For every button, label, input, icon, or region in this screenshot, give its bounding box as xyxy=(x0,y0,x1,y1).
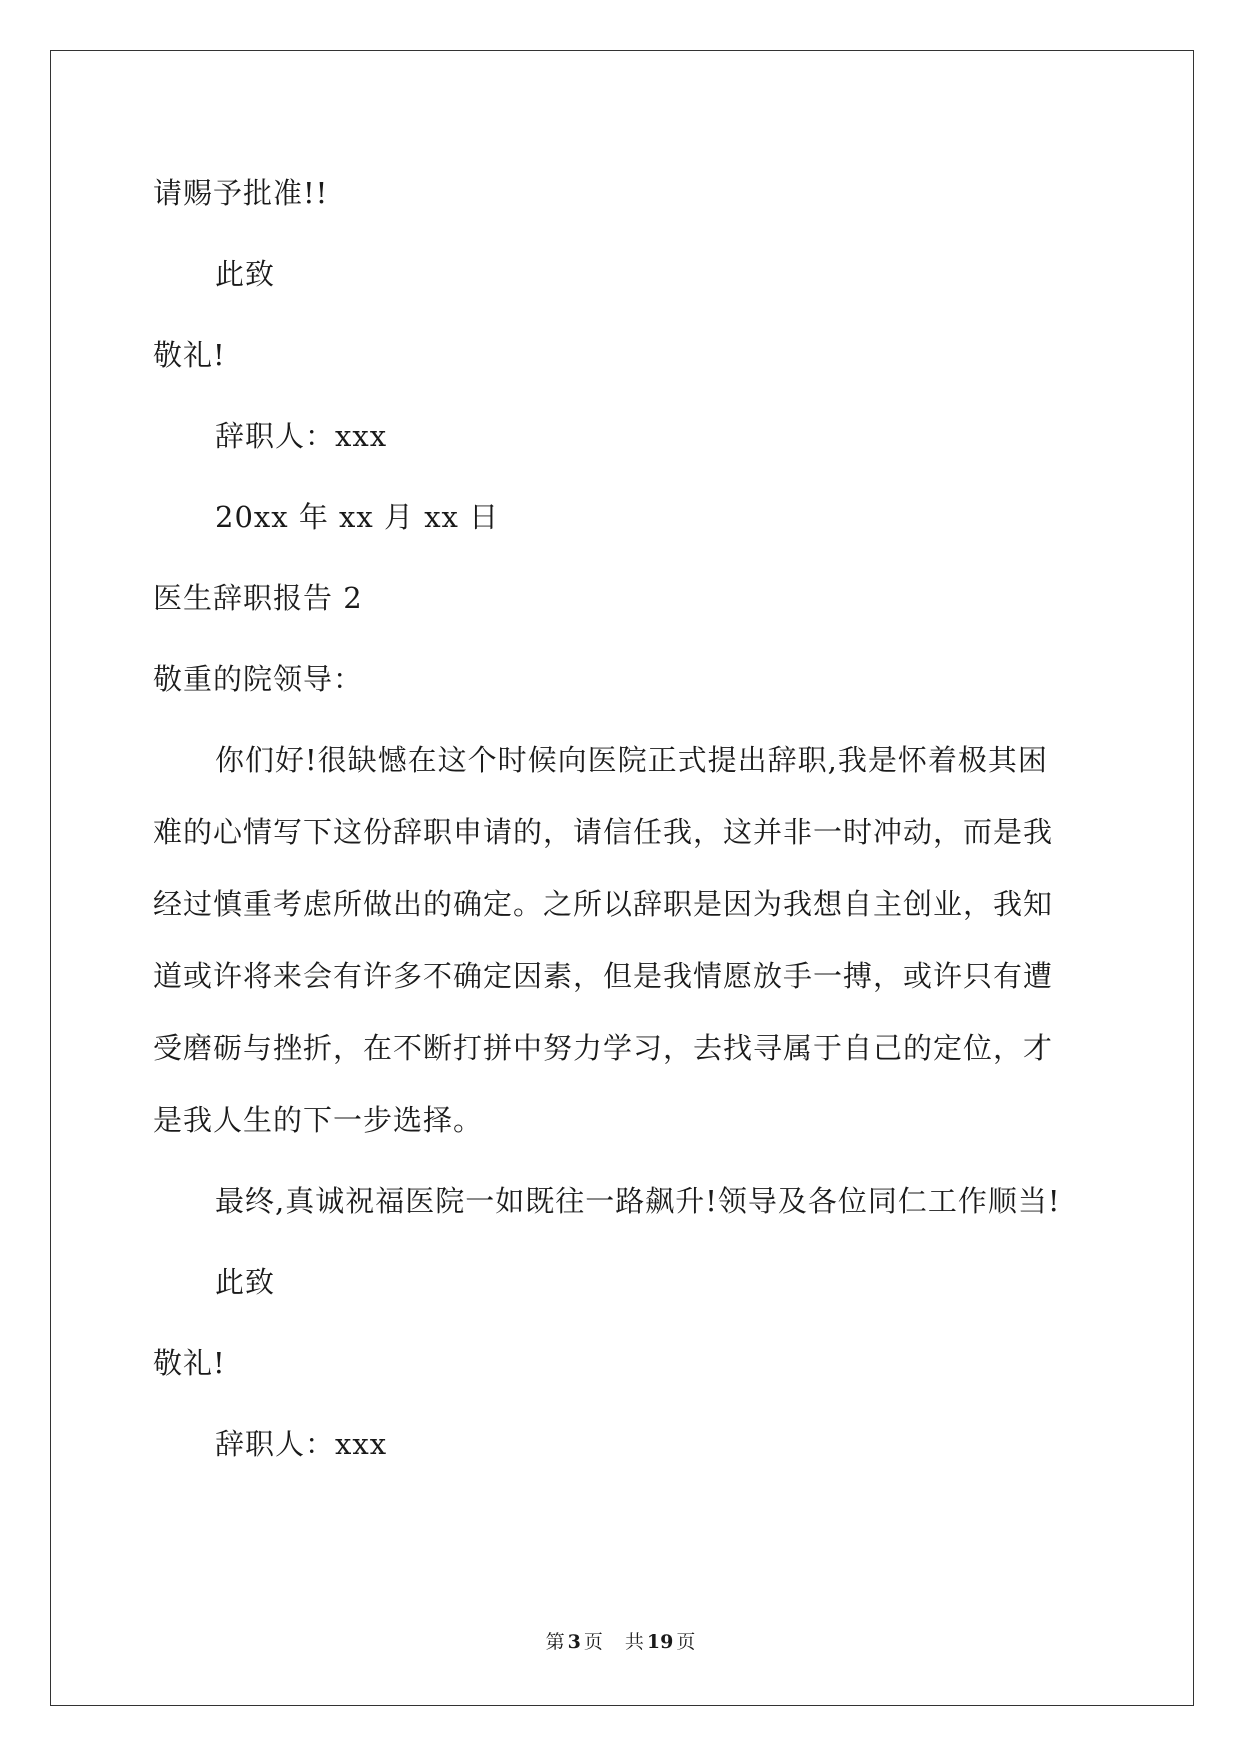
body-paragraph-line: 你们好!很缺憾在这个时候向医院正式提出辞职,我是怀着极其困 xyxy=(215,743,1048,777)
closing-wishes: 最终,真诚祝福医院一如既往一路飙升!领导及各位同仁工作顺当! xyxy=(215,1184,1061,1218)
letter-greeting: 敬重的院领导： xyxy=(153,662,364,696)
total-suffix: 页 xyxy=(676,1631,696,1653)
body-paragraph-line: 受磨砺与挫折，在不断打拼中努力学习，去找寻属于自己的定位，才 xyxy=(153,1031,1054,1065)
body-paragraph-line: 是我人生的下一步选择。 xyxy=(153,1103,484,1137)
salutation-jingli: 敬礼! xyxy=(153,338,226,372)
signature-resigner: 辞职人：xxx xyxy=(215,419,388,453)
page-prefix: 第 xyxy=(545,1631,565,1653)
salutation-jingli: 敬礼! xyxy=(153,1346,226,1380)
body-paragraph-line: 难的心情写下这份辞职申请的，请信任我，这并非一时冲动，而是我 xyxy=(153,815,1054,849)
page-suffix: 页 xyxy=(583,1631,603,1653)
page-current: 3 xyxy=(567,1631,581,1653)
page-footer xyxy=(0,1630,1241,1654)
body-paragraph-line: 道或许将来会有许多不确定因素，但是我情愿放手一搏，或许只有遭 xyxy=(153,959,1054,993)
closing-request: 请赐予批准!! xyxy=(153,176,329,210)
section-title: 医生辞职报告 2 xyxy=(153,581,363,615)
signature-resigner: 辞职人：xxx xyxy=(215,1427,388,1461)
salutation-cizhi: 此致 xyxy=(215,1265,276,1299)
salutation-cizhi: 此致 xyxy=(215,257,276,291)
body-paragraph-line: 经过慎重考虑所做出的确定。之所以辞职是因为我想自主创业，我知 xyxy=(153,887,1054,921)
signature-date: 20xx 年 xx 月 xx 日 xyxy=(215,500,500,534)
page-total: 19 xyxy=(646,1631,674,1653)
total-prefix: 共 xyxy=(624,1631,644,1653)
